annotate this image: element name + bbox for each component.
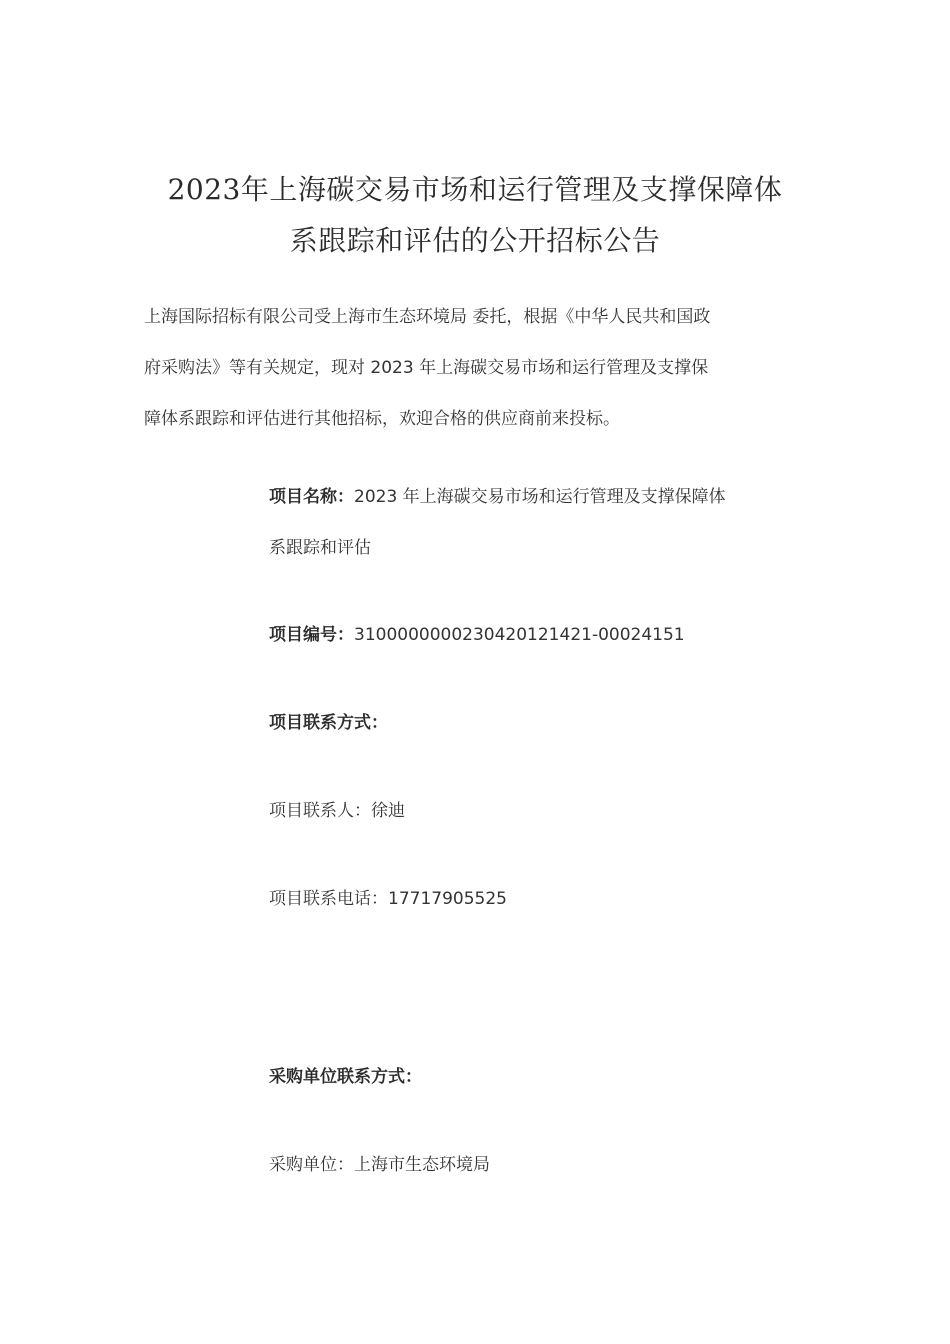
title-line-2: 系跟踪和评估的公开招标公告 (289, 224, 661, 257)
intro-line-3: 障体系跟踪和评估进行其他招标，欢迎合格的供应商前来投标。 (144, 409, 620, 429)
document-title (140, 164, 810, 266)
purchaser-contact-heading-text: 采购单位联系方式： (269, 1067, 422, 1087)
purchaser-unit: 采购单位：上海市生态环境局 (269, 1155, 490, 1175)
project-name-line-2: 系跟踪和评估 (269, 538, 371, 558)
project-number-value: 3100000000230420121421-00024151 (354, 625, 685, 645)
project-number-field (269, 610, 685, 661)
project-contact-heading-text: 项目联系方式： (269, 713, 388, 733)
intro-line-1: 上海国际招标有限公司受上海市生态环境局 委托，根据《中华人民共和国政 (144, 307, 711, 327)
project-name-field (269, 472, 726, 574)
project-contact-phone: 项目联系电话：17717905525 (269, 889, 507, 909)
intro-line-2: 府采购法》等有关规定，现对 2023 年上海碳交易市场和运行管理及支撑保 (144, 358, 709, 378)
project-name-line-1 (269, 472, 726, 523)
title-line-1: 2023年上海碳交易市场和运行管理及支撑保障体 (167, 173, 783, 206)
purchaser-contact-heading (269, 1052, 422, 1103)
project-number-label: 项目编号： (269, 625, 354, 645)
project-name-label: 项目名称： (269, 487, 354, 507)
project-name-value: 2023 年上海碳交易市场和运行管理及支撑保障体 (354, 487, 726, 507)
intro-paragraph (144, 292, 794, 445)
project-contact-person: 项目联系人：徐迪 (269, 801, 405, 821)
project-contact-heading (269, 698, 388, 749)
